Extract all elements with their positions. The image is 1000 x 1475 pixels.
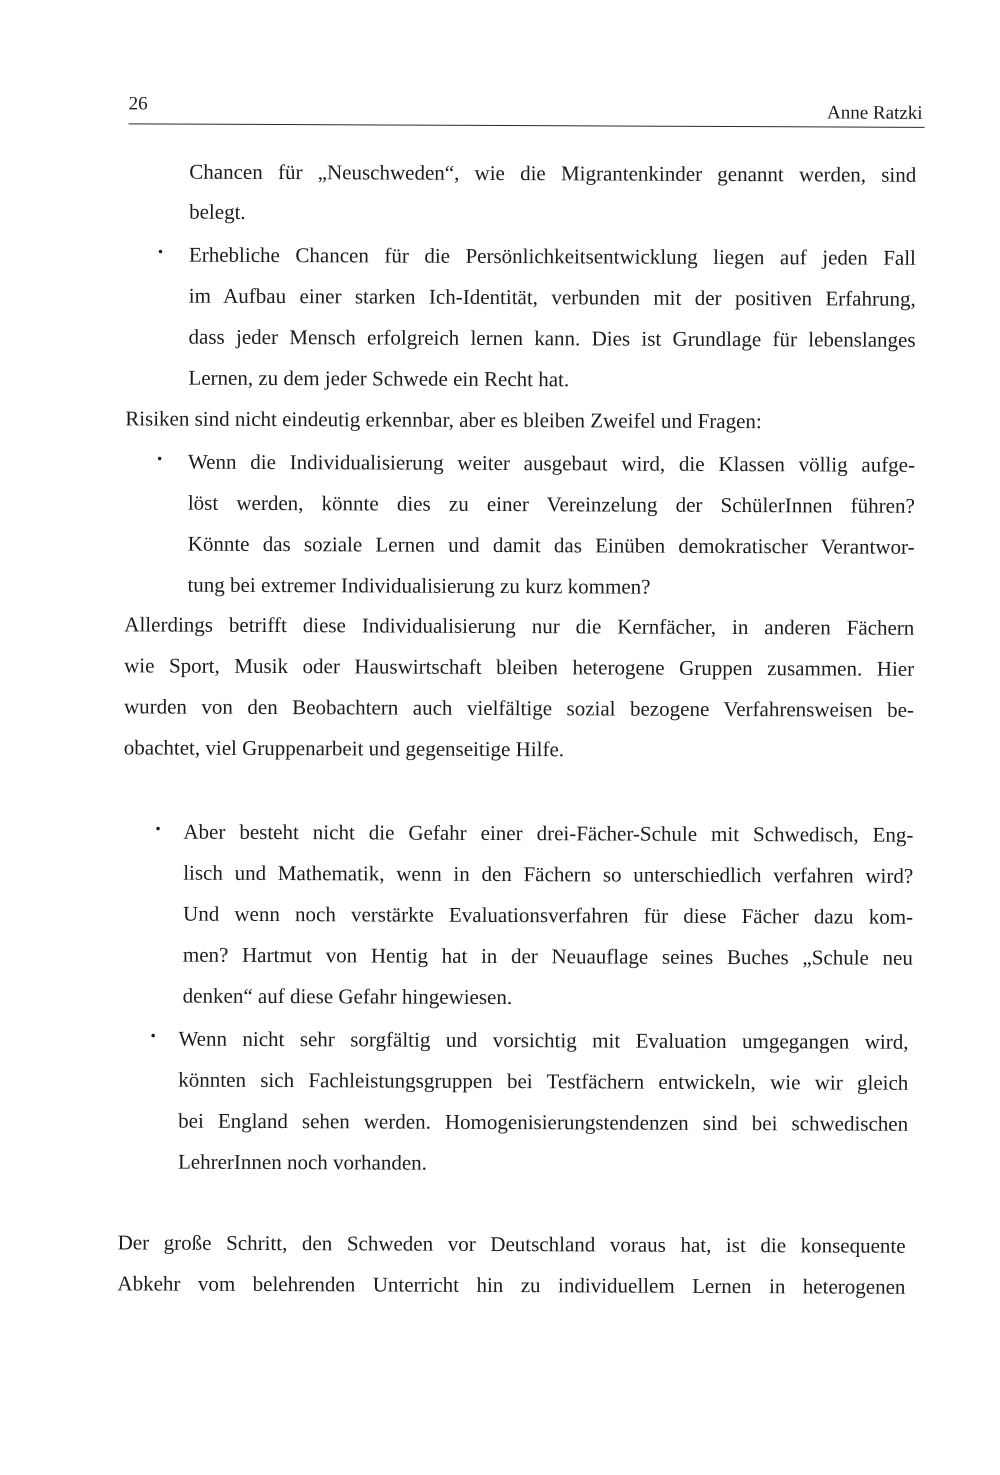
text-line: denken“ auf diese Gefahr hingewiesen. xyxy=(182,983,513,1010)
text-line: wurden von den Beobachtern auch vielfältige sozial bezogene Verfahrensweisen be- xyxy=(123,694,915,722)
text-line: dass jeder Mensch erfolgreich lernen kann. Dies ist Grundlage für lebenslanges xyxy=(188,324,916,352)
page-number: 26 xyxy=(128,93,148,115)
text-line: könnten sich Fachleistungsgruppen bei Testfächern entwickeln, wie wir gleich xyxy=(178,1067,909,1095)
bullet-icon: • xyxy=(150,1028,156,1045)
text-line: Der große Schritt, den Schweden vor Deutschland voraus hat, ist die konsequente xyxy=(117,1230,906,1258)
text-line: im Aufbau einer starken Ich-Identität, verbunden mit der positiven Erfahrung, xyxy=(188,283,916,311)
text-line: Lernen, zu dem jeder Schwede ein Recht hat. xyxy=(188,365,570,392)
bullet-icon: • xyxy=(157,244,164,261)
bullet-icon: • xyxy=(155,821,161,838)
text-line: LehrerInnen noch vorhanden. xyxy=(177,1149,428,1175)
text-line: Abkehr vom belehrenden Unterricht hin zu individuellem Lernen in heterogenen xyxy=(117,1271,906,1299)
bullet-icon: • xyxy=(157,451,163,468)
running-header xyxy=(129,91,925,127)
running-header-author: Anne Ratzki xyxy=(827,102,923,124)
text-line: Wenn nicht sehr sorgfältig und vorsichtig mit Evaluation umgegangen wird, xyxy=(178,1026,909,1054)
text-line: Könnte das soziale Lernen und damit das Einüben demokratischer Verantwor- xyxy=(187,531,915,559)
text-line: bei England sehen werden. Homogenisierungstendenzen sind bei schwedischen xyxy=(178,1108,909,1136)
text-line: Und wenn noch verstärkte Evaluationsverfahren für diese Fächer dazu kom- xyxy=(183,901,914,929)
text-line: Risiken sind nicht eindeutig erkennbar, aber es bleiben Zweifel und Fragen: xyxy=(125,406,762,434)
text-line: tung bei extremer Individualisierung zu kurz kommen? xyxy=(187,572,651,599)
text-line: Wenn die Individualisierung weiter ausgebaut wird, die Klassen völlig aufge- xyxy=(187,449,916,477)
text-line: belegt. xyxy=(189,199,246,224)
text-line: men? Hartmut von Hentig hat in der Neuauflage seines Buches „Schule neu xyxy=(182,942,913,970)
text-line: wie Sport, Musik oder Hauswirtschaft bleiben heterogene Gruppen zusammen. Hier xyxy=(124,653,915,681)
text-line: obachtet, viel Gruppenarbeit und gegenseitige Hilfe. xyxy=(123,735,565,762)
text-line: lisch und Mathematik, wenn in den Fächern so unterschiedlich verfahren wird? xyxy=(183,860,914,888)
text-line: Allerdings betrifft diese Individualisierung nur die Kernfächer, in anderen Fächern xyxy=(124,612,915,640)
text-line: Erhebliche Chancen für die Persönlichkeitsentwicklung liegen auf jeden Fall xyxy=(188,242,916,270)
text-line: Aber besteht nicht die Gefahr einer drei-Fächer-Schule mit Schwedisch, Eng- xyxy=(183,819,914,847)
text-line: Chancen für „Neuschweden“, wie die Migrantenkinder genannt werden, sind xyxy=(189,159,917,187)
text-line: löst werden, könnte dies zu einer Vereinzelung der SchülerInnen führen? xyxy=(187,490,915,518)
